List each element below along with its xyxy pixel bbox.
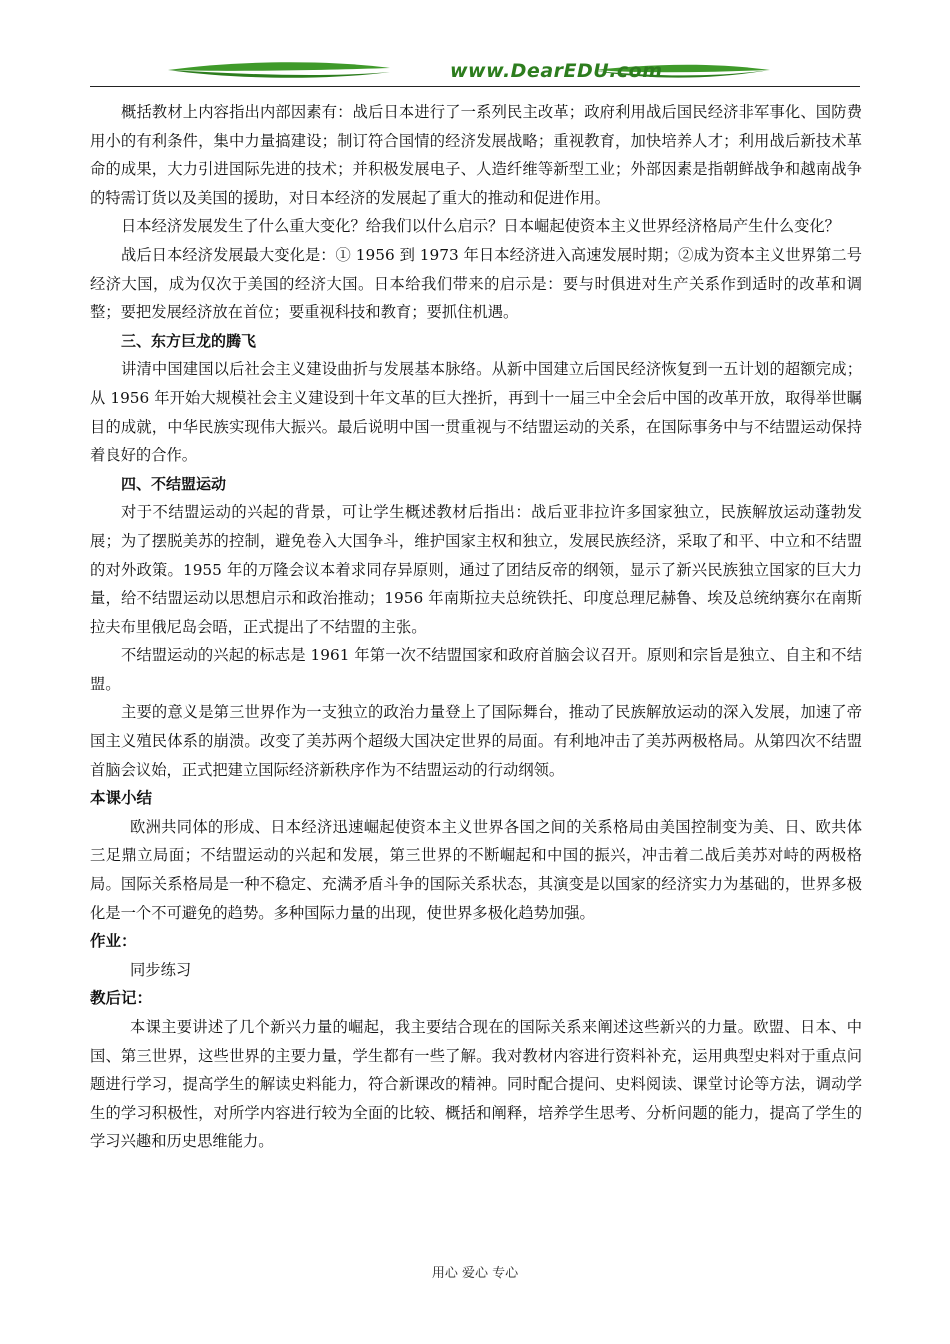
section-heading: 四、不结盟运动	[121, 474, 227, 493]
paragraph: 本课主要讲述了几个新兴力量的崛起，我主要结合现在的国际关系来阐述这些新兴的力量。欧盟、日本、中国、第三世界，这些世界的主要力量，学生都有一些了解。我对教材内容进行资料补充，运用典型史料对于重点问题进行学习，提高学生的解读史料能力，符合新课改的精神。同时配合提问、史料阅读、课堂讨论等方法，调动学生的学习积极性，对所学内容进行较为全面的比较、概括和阐释，培养学生思考、分析问题的能力，提高了学生的学习兴趣和历史思维能力。	[90, 1018, 862, 1151]
paragraph: 对于不结盟运动的兴起的背景，可让学生概述教材后指出：战后亚非拉许多国家独立，民族解放运动蓬勃发展；为了摆脱美苏的控制，避免卷入大国争斗，维护国家主权和独立，发展民族经济，采取了和平、中立和不结盟的对外政策。1955 年的万隆会议本着求同存异原则，通过了团结反帝的纲领，显示了新兴民族独立国家的巨大力量，给不结盟运动以思想启示和政治推动；1956 年南斯拉夫总统铁托、印度总理尼赫鲁、埃及总统纳赛尔在南斯拉夫布里俄尼岛会晤，正式提出了不结盟的主张。	[90, 503, 862, 636]
paragraph: 不结盟运动的兴起的标志是 1961 年第一次不结盟国家和政府首脑会议召开。原则和宗旨是独立、自主和不结盟。	[90, 646, 862, 693]
section-heading: 三、东方巨龙的腾飞	[121, 331, 257, 350]
reflection-heading: 教后记：	[90, 989, 153, 1008]
site-logo-text[interactable]: www.DearEDU.com	[450, 60, 663, 82]
page-footer: 用心 爱心 专心	[431, 1266, 519, 1281]
paragraph: 战后日本经济发展最大变化是：① 1956 到 1973 年日本经济进入高速发展时期；②成为资本主义世界第二号经济大国，成为仅次于美国的经济大国。日本给我们带来的启示是：要与时俱进对生产关系作到适时的改革和调整；要把发展经济放在首位；要重视科技和教育；要抓住机遇。	[90, 245, 862, 322]
paragraph: 概括教材上内容指出内部因素有：战后日本进行了一系列民主改革；政府利用战后国民经济非军事化、国防费用小的有利条件，集中力量搞建设；制订符合国情的经济发展战略；重视教育，加快培养人才；利用战后新技术革命的成果，大力引进国际先进的技术；并积极发展电子、人造纤维等新型工业；外部因素是指朝鲜战争和越南战争的特需订货以及美国的援助，对日本经济的发展起了重大的推动和促进作用。	[90, 103, 862, 207]
paragraph: 主要的意义是第三世界作为一支独立的政治力量登上了国际舞台，推动了民族解放运动的深入发展，加速了帝国主义殖民体系的崩溃。改变了美苏两个超级大国决定世界的局面。有利地冲击了美苏两极格局。从第四次不结盟首脑会议始，正式把建立国际经济新秩序作为不结盟运动的行动纲领。	[90, 703, 862, 779]
page-header	[90, 56, 860, 90]
summary-heading: 本课小结	[90, 789, 153, 808]
document-body	[90, 98, 862, 1156]
paragraph: 讲清中国建国以后社会主义建设曲折与发展基本脉络。从新中国建立后国民经济恢复到一五计划的超额完成；从 1956 年开始大规模社会主义建设到十年文革的巨大挫折，再到十一届三中全会后中国的改革开放，取得举世瞩目的成就，中华民族实现伟大振兴。最后说明中国一贯重视与不结盟运动的关系，在国际事务中与不结盟运动保持着良好的合作。	[90, 360, 862, 465]
paragraph: 同步练习	[130, 960, 192, 979]
header-divider	[90, 86, 860, 87]
paragraph: 欧洲共同体的形成、日本经济迅速崛起使资本主义世界各国之间的关系格局由美国控制变为美、日、欧共体三足鼎立局面；不结盟运动的兴起和发展，第三世界的不断崛起和中国的振兴，冲击着二战后美苏对峙的两极格局。国际关系格局是一种不稳定、充满矛盾斗争的国际关系状态，其演变是以国家的经济实力为基础的，世界多极化是一个不可避免的趋势。多种国际力量的出现，使世界多极化趋势加强。	[90, 817, 862, 922]
homework-heading: 作业：	[90, 932, 137, 951]
paragraph: 日本经济发展发生了什么重大变化？给我们以什么启示？日本崛起使资本主义世界经济格局产生什么变化？	[121, 217, 840, 236]
left-swoosh	[168, 62, 390, 71]
